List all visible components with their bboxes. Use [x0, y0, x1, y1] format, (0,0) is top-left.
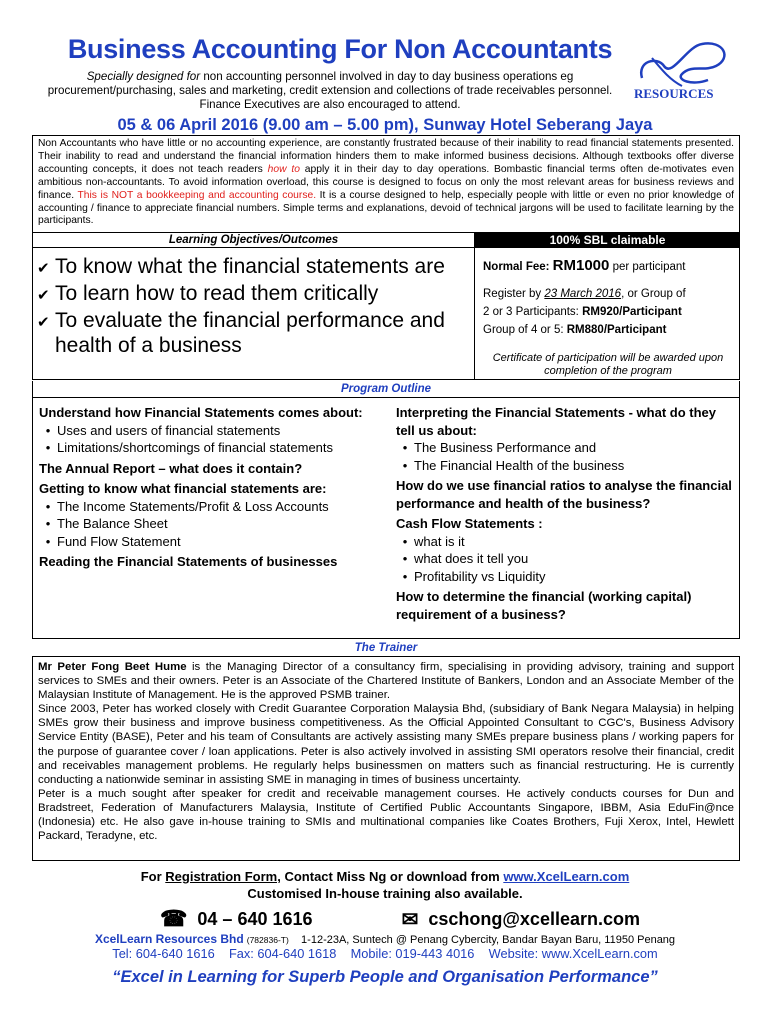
- trainer-name: Mr Peter Fong Beet Hume: [38, 661, 187, 673]
- bullet-icon: •: [45, 498, 51, 514]
- slogan: “Excel in Learning for Superb People and Organisation Performance”: [112, 968, 658, 986]
- website-link[interactable]: www.XcelLearn.com: [503, 869, 630, 884]
- list-item-text: Limitations/shortcomings of financial statements: [57, 440, 334, 455]
- registration-line: [0, 868, 770, 885]
- objective-text: To know what the financial statements are: [55, 255, 445, 278]
- outline-heading-item: How to determine the financial (working capital) requirement of a business?: [396, 589, 692, 622]
- list-item-text: what does it tell you: [414, 551, 529, 566]
- registration-form-label: Registration Form,: [165, 869, 281, 884]
- list-item-text: what is it: [414, 533, 465, 549]
- bullet-icon: •: [402, 440, 408, 455]
- phone-contact: [160, 906, 313, 932]
- outline-right-column: [396, 404, 734, 623]
- objective-item: [37, 308, 470, 358]
- sbl-heading: 100% SBL claimable: [475, 233, 740, 248]
- group-4-5-price: RM880/Participant: [566, 324, 667, 336]
- outline-left-column: [39, 404, 385, 571]
- trainer-box: [32, 656, 740, 861]
- list-item-text: Profitability vs Liquidity: [414, 568, 546, 584]
- list-item: [396, 533, 734, 551]
- phone-number: 04 – 640 1616: [197, 908, 313, 929]
- list-item-text: Uses and users of financial statements: [57, 422, 281, 438]
- fee-box: [475, 248, 740, 380]
- outline-heading-item: Cash Flow Statements :: [396, 516, 543, 531]
- bullet-icon: •: [402, 457, 408, 473]
- trainer-paragraph-3: Peter is a much sought after speaker for credit and receivable management courses. He actively conducts courses for Dun and Bradstreet, Federation of Manufacturers Malaysia, Institute of Certified Public Accountants Singapore, IBBM, Asia EduFin@nce (Indonesia) etc. He also gave in-house training to SMIs and multinational companies like Coates Brothers, Fuji Xerox, Intel, Hewlett Packard, Teradyne, etc.: [38, 787, 734, 843]
- intro-part3: It is a course designed to help, especially people with little or even no prior knowledge of accounting / finance to appreciate financial numbers. Simple terms and explanations, devoid of technical jargons will be used to facilitate learning by the participants.: [38, 189, 735, 227]
- register-line: [483, 287, 731, 302]
- list-item: [396, 550, 734, 568]
- list-item: [396, 457, 734, 475]
- list-item-text: The Business Performance and: [414, 440, 597, 455]
- page-title: Business Accounting For Non Accountants: [67, 34, 613, 64]
- list-item: [39, 439, 385, 457]
- logo-text: RESOURCES: [634, 86, 714, 101]
- list-item-text: The Income Statements/Profit & Loss Accounts: [57, 498, 329, 514]
- company-name: XcelLearn Resources Bhd: [94, 932, 244, 946]
- subtitle-text: non accounting personnel involved in day to day business operations eg procurement/purchasing, sales and marketing, credit extension and collections of trade receivables personnel. Finance Executives are also encouraged to attend.: [47, 70, 613, 111]
- trainer-p1-text: is the Managing Director of a consultancy firm, specialising in providing advisory, training and support services to SMEs and their owners. Peter is an Associate of the Chartered Institute of Bankers, London and an Associate Member of the Malaysian Institute of Management. He is the approved PSMB trainer.: [38, 661, 734, 702]
- list-item: [396, 568, 734, 586]
- list-item: [39, 533, 385, 551]
- objectives-box: [32, 248, 475, 380]
- check-icon: ✔: [37, 314, 50, 331]
- list-item-text: Fund Flow Statement: [57, 533, 181, 549]
- group-2-3-price: RM920/Participant: [582, 306, 682, 318]
- outline-heading-item: Interpreting the Financial Statements - what do they tell us about:: [396, 405, 716, 438]
- email-address[interactable]: cschong@xcellearn.com: [428, 908, 640, 929]
- intro-box: [32, 135, 740, 233]
- company-reg: (782836-T): [246, 935, 289, 945]
- register-prefix: Register by: [483, 288, 545, 300]
- objective-item: [37, 281, 470, 308]
- list-item-text: The Financial Health of the business: [414, 457, 625, 473]
- xcel-logo: [632, 36, 742, 102]
- outline-heading-item: Reading the Financial Statements of businesses: [39, 554, 338, 569]
- register-suffix: , or Group of: [621, 288, 686, 300]
- objective-text: To learn how to read them critically: [55, 282, 379, 305]
- subtitle-italic: Specially designed for: [86, 70, 201, 83]
- email-contact: [402, 906, 640, 932]
- company-address: 1-12-23A, Suntech @ Penang Cybercity, Bandar Bayan Baru, 11950 Penang: [301, 934, 676, 946]
- normal-fee: [483, 258, 731, 275]
- email-icon: ✉: [401, 908, 419, 931]
- bullet-icon: •: [402, 533, 408, 549]
- certificate-note: Certificate of participation will be awarded upon completion of the program: [492, 352, 724, 377]
- list-item: [39, 422, 385, 440]
- bullet-icon: •: [402, 551, 408, 566]
- intro-how-to: how to: [267, 163, 300, 175]
- objective-item: [37, 254, 470, 281]
- normal-fee-label: Normal Fee:: [483, 261, 550, 273]
- list-item: [396, 439, 734, 457]
- reg-prefix: For: [140, 869, 166, 884]
- intro-part1: Non Accountants who have little or no accounting experience, are constantly frustrated because of their inability to read financial statements presented. Their inability to read and understand the financial information hinders them to make informed business decisions. Although textbooks offer diverse accounting concepts, it does not teach readers: [38, 138, 734, 175]
- group-2-3-prefix: 2 or 3 Participants:: [483, 306, 583, 318]
- bullet-icon: •: [402, 568, 408, 584]
- check-icon: ✔: [37, 287, 50, 304]
- trainer-paragraph-2: Since 2003, Peter has worked closely with Credit Guarantee Corporation Malaysia Bhd, (subsidiary of Bank Negara Malaysia) in helping SMEs grow their business and improve business competitiveness. As the Official Appointed Consultant to CGC's, Business Advisory Service Entity (BASE), Peter and his team of Consultants are actively assisting many SMEs prepare business plans / working papers for the purpose of guarantee cover / loan applications. Peter is also actively involved in assisting SMI operators resolve their financial, credit and receivables management problems. He regularly helps businessmen on matters such as financial restructuring. He is currently conducting a nationwide seminar in assisting SME in managing in times of business uncertainty.: [38, 703, 734, 786]
- normal-fee-suffix: per participant: [612, 261, 686, 273]
- bullet-icon: •: [45, 440, 51, 455]
- outline-heading-text: Program Outline: [340, 383, 432, 395]
- bullet-icon: •: [45, 422, 51, 438]
- list-item: [39, 498, 385, 516]
- tel-line: Tel: 604-640 1616 Fax: 604-640 1618 Mobile: 019-443 4016 Website: www.XcelLearn.com: [112, 946, 658, 961]
- reg-mid: Contact Miss Ng or download from: [280, 869, 504, 884]
- trainer-heading: The Trainer: [354, 642, 418, 654]
- outline-heading-item: Getting to know what financial statements are:: [39, 481, 327, 496]
- group-4-5: [483, 323, 731, 338]
- trainer-paragraph-1: [38, 660, 734, 702]
- bullet-icon: •: [45, 516, 51, 531]
- group-4-5-prefix: Group of 4 or 5:: [483, 324, 567, 336]
- normal-fee-amount: RM1000: [552, 257, 610, 274]
- group-2-3: [483, 305, 731, 320]
- phone-icon: ☎: [160, 906, 188, 931]
- company-line: [0, 932, 770, 947]
- outline-heading: [32, 381, 740, 397]
- outline-box: [32, 397, 740, 639]
- list-item: [39, 515, 385, 533]
- inhouse-line: Customised In-house training also available.: [247, 886, 523, 901]
- date-line: 05 & 06 April 2016 (9.00 am – 5.00 pm), Sunway Hotel Seberang Jaya: [117, 116, 653, 134]
- intro-red-note: This is NOT a bookkeeping and accounting course.: [77, 189, 317, 201]
- outline-heading-item: How do we use financial ratios to analyse the financial performance and health of the business?: [396, 478, 732, 511]
- objective-text: To evaluate the financial performance and health of a business: [55, 309, 445, 357]
- register-date: 23 March 2016: [544, 288, 622, 300]
- subtitle: [30, 70, 630, 112]
- bullet-icon: •: [45, 533, 51, 549]
- check-icon: ✔: [37, 260, 50, 277]
- outline-heading-item: Understand how Financial Statements comes about:: [39, 405, 363, 420]
- contact-row: [160, 906, 640, 932]
- registration-info: [0, 868, 770, 902]
- intro-part2: apply it in their day to day operations. Bombastic financial terms often de-motivates even ambitious non-accountants. To avoid information overload, this course is designed to focus on only the most relevant areas for business reviews and finance.: [38, 163, 734, 201]
- outline-heading-item: The Annual Report – what does it contain?: [39, 460, 303, 476]
- list-item-text: The Balance Sheet: [57, 516, 168, 531]
- objectives-heading: Learning Objectives/Outcomes: [32, 233, 475, 248]
